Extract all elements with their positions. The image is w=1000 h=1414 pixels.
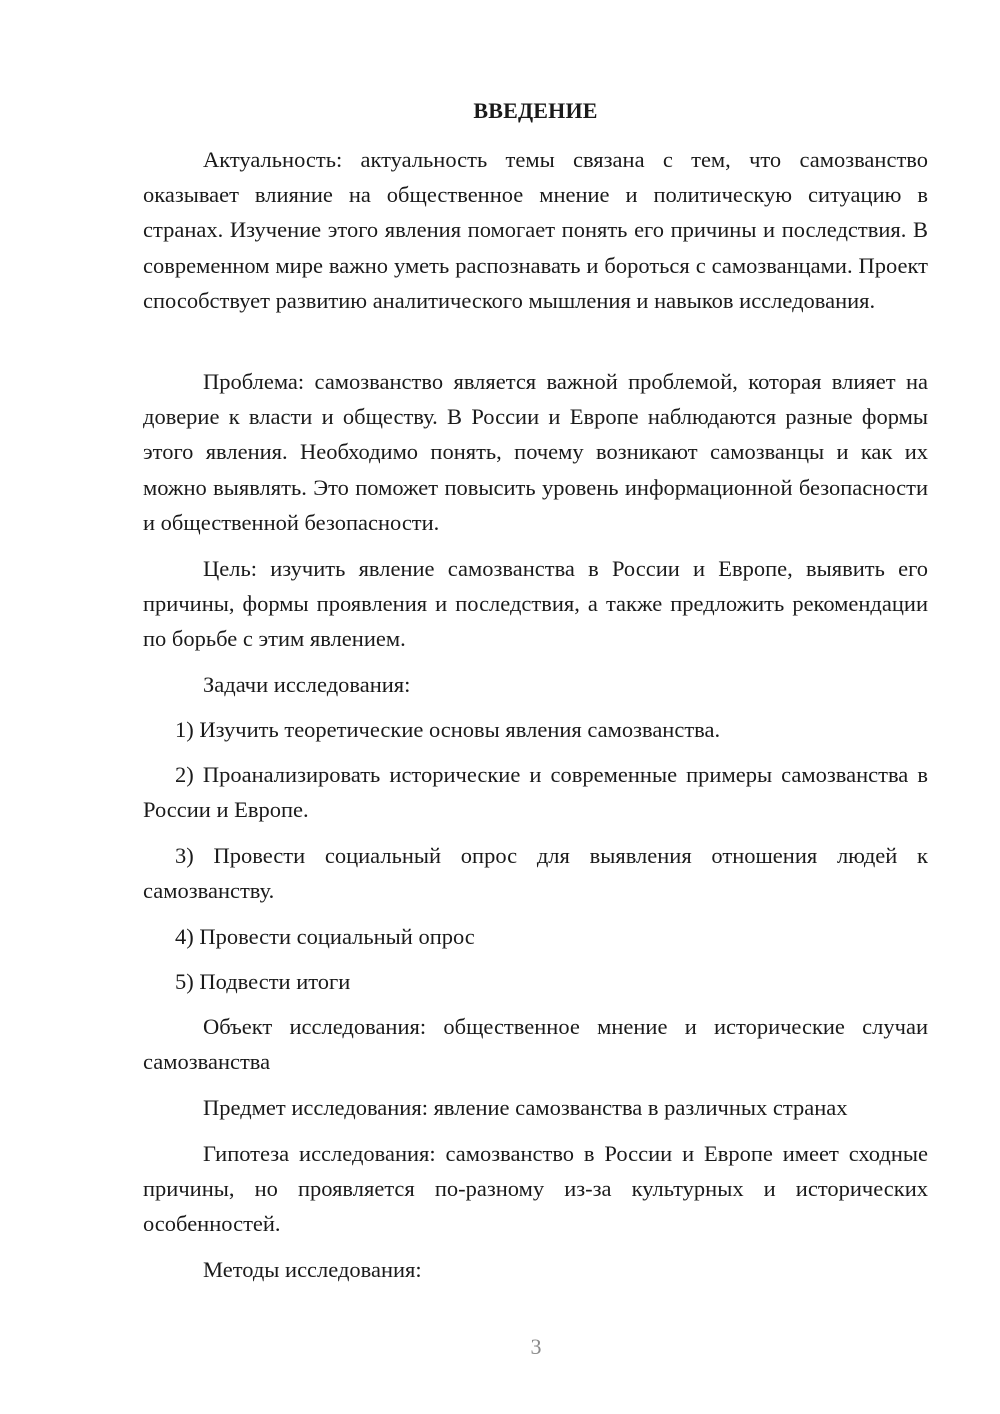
paragraph-tasks-heading: Задачи исследования: — [203, 672, 411, 697]
section-title: ВВЕДЕНИЕ — [473, 98, 598, 123]
paragraph-methods-heading: Методы исследования: — [203, 1257, 422, 1282]
task-item-5: 5) Подвести итоги — [175, 969, 351, 994]
page-number: 3 — [530, 1334, 542, 1359]
task-item-1: 1) Изучить теоретические основы явления самозванства. — [175, 717, 721, 742]
task-item-4: 4) Провести социальный опрос — [175, 924, 475, 949]
paragraph-relevance: Актуальность: актуальность темы связана с тем, что самозванство оказывает влияние на общественное мнение и политическую ситуацию в странах. Изучение этого явления помогает понять его причины и последствия. В современном мире важно уметь распознавать и бороться с самозванцами. Проект способствует развитию аналитического мышления и навыков исследования. — [143, 147, 928, 313]
paragraph-subject: Предмет исследования: явление самозванства в различных странах — [203, 1095, 848, 1120]
paragraph-hypothesis: Гипотеза исследования: самозванство в России и Европе имеет сходные причины, но проявляется по-разному из-за культурных и исторических особенностей. — [143, 1141, 928, 1237]
paragraph-object: Объект исследования: общественное мнение и исторические случаи самозванства — [143, 1014, 928, 1075]
task-item-3: 3) Провести социальный опрос для выявления отношения людей к самозванству. — [143, 843, 928, 904]
paragraph-goal: Цель: изучить явление самозванства в России и Европе, выявить его причины, формы проявления и последствия, а также предложить рекомендации по борьбе с этим явлением. — [143, 556, 928, 652]
paragraph-problem: Проблема: самозванство является важной проблемой, которая влияет на доверие к власти и обществу. В России и Европе наблюдаются разные формы этого явления. Необходимо понять, почему возникают самозванцы и как их можно выявлять. Это поможет повысить уровень информационной безопасности и общественной безопасности. — [143, 369, 928, 535]
task-item-2: 2) Проанализировать исторические и современные примеры самозванства в России и Европе. — [143, 762, 928, 823]
